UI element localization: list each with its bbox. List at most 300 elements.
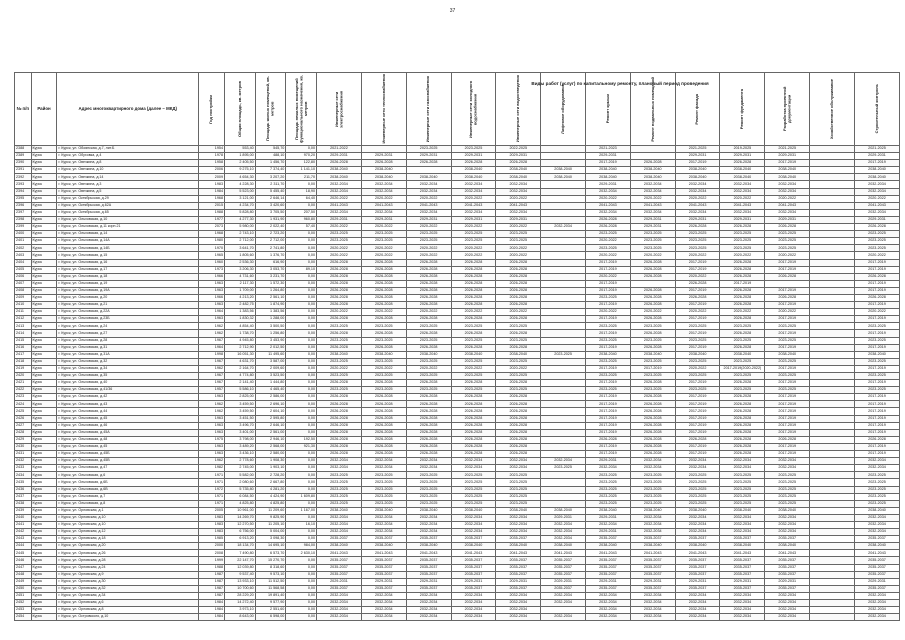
- table-cell: 2017-2019: [854, 401, 899, 408]
- table-cell: 2035-2037: [765, 571, 810, 578]
- table-cell: 2032-2034: [675, 521, 720, 528]
- table-cell: 2038-2040: [586, 543, 631, 550]
- table-cell: 2020-2022: [720, 252, 765, 259]
- table-cell: 2032-2034: [765, 465, 810, 472]
- table-caption: Виды работ (услуг) по капитальному ремонту, плановый период проведения: [531, 81, 709, 86]
- table-cell: 2026-2028: [317, 443, 362, 450]
- table-cell: Курск: [31, 294, 57, 301]
- table-cell: Курск: [31, 245, 57, 252]
- table-cell: 2038-2040: [765, 167, 810, 174]
- table-cell: 2026-2028: [496, 160, 541, 167]
- table-cell: 3 459,50: [225, 408, 256, 415]
- table-cell: 2023-2025: [765, 486, 810, 493]
- table-cell: 2017-2019: [765, 365, 810, 372]
- table-row: [15, 351, 900, 358]
- table-row: [15, 600, 900, 607]
- table-cell: 2020-2022: [854, 252, 899, 259]
- table-cell: 2041-2043: [675, 550, 720, 557]
- table-cell: 0,00: [286, 472, 317, 479]
- table-cell: 2017-2019: [765, 408, 810, 415]
- table-cell: 2026-2028: [451, 344, 496, 351]
- table-cell: Курск: [31, 358, 57, 365]
- table-cell: 2038-2040: [854, 174, 899, 181]
- table-cell: 2026-2028: [361, 266, 406, 273]
- table-cell: Курск: [31, 451, 57, 458]
- table-cell: г. Курск, ул. Ольховская, д.8: [57, 500, 199, 507]
- table-cell: Курск: [31, 202, 57, 209]
- table-cell: 0,00: [286, 309, 317, 316]
- table-cell: 0,00: [286, 146, 317, 153]
- table-cell: 984,00: [286, 543, 317, 550]
- table-cell: 2035-2037: [451, 557, 496, 564]
- table-cell: 2397: [15, 209, 32, 216]
- table-cell: 2029-2031: [854, 216, 899, 223]
- table-cell: 2026-2028: [451, 302, 496, 309]
- table-cell: 2020-2022: [496, 195, 541, 202]
- table-cell: 2032-2034: [630, 514, 675, 521]
- table-cell: 2 646,10: [255, 422, 286, 429]
- table-cell: 2017-2019: [854, 365, 899, 372]
- table-cell: 5 828,80: [225, 209, 256, 216]
- table-cell: 2413: [15, 323, 32, 330]
- table-cell: 18,90: [286, 188, 317, 195]
- table-cell: 2035-2037: [496, 536, 541, 543]
- table-cell: 2032-2034: [765, 514, 810, 521]
- table-cell: 2023-2025: [317, 337, 362, 344]
- table-cell: 2041-2043: [317, 202, 362, 209]
- table-cell: 9 573,10: [255, 571, 286, 578]
- table-cell: 2020-2022: [451, 195, 496, 202]
- table-cell: 2035-2037: [720, 564, 765, 571]
- table-cell: 1 903,10: [255, 465, 286, 472]
- table-row: [15, 188, 900, 195]
- table-cell: 0,00: [286, 451, 317, 458]
- table-row: [15, 146, 900, 153]
- table-cell: 89,10: [286, 266, 317, 273]
- table-cell: 2026-2028: [765, 294, 810, 301]
- table-cell: г. Курск, ул. Ольховская, д.11 корп.21: [57, 224, 199, 231]
- table-row: [15, 465, 900, 472]
- table-cell: 2026-2028: [720, 273, 765, 280]
- table-cell: 4 825,80: [255, 500, 286, 507]
- table-cell: 2035-2037: [406, 557, 451, 564]
- table-cell: 1985: [199, 536, 225, 543]
- table-cell: 2020-2022: [317, 224, 362, 231]
- table-cell: 1998: [199, 351, 225, 358]
- table-cell: 2017-2019: [765, 394, 810, 401]
- table-cell: 2444: [15, 543, 32, 550]
- table-cell: [810, 443, 855, 450]
- table-cell: 1957: [199, 387, 225, 394]
- table-cell: 2032-2034: [451, 465, 496, 472]
- column-header-label: Инженерные сети холодного водоснабжения: [468, 80, 478, 138]
- table-cell: г. Курск, ул. Орловская, д.34: [57, 592, 199, 599]
- table-cell: 2032-2034: [630, 607, 675, 614]
- table-cell: 2433: [15, 465, 32, 472]
- table-cell: 2 009,60: [255, 365, 286, 372]
- table-cell: [810, 238, 855, 245]
- table-cell: 2403: [15, 252, 32, 259]
- table-row: [15, 521, 900, 528]
- table-cell: 2035-2037: [317, 585, 362, 592]
- table-cell: 2020-2022: [675, 195, 720, 202]
- table-cell: 2032-2034: [630, 614, 675, 621]
- table-cell: 2023-2025: [586, 500, 631, 507]
- table-cell: 2020-2022: [451, 245, 496, 252]
- table-cell: 2 728,20: [255, 472, 286, 479]
- table-cell: 2038-2040: [630, 167, 675, 174]
- table-cell: 15 270,70: [255, 557, 286, 564]
- table-cell: 2 117,30: [225, 280, 256, 287]
- table-cell: Курск: [31, 436, 57, 443]
- table-cell: 1984: [199, 600, 225, 607]
- table-cell: 2032-2034: [496, 514, 541, 521]
- table-cell: [541, 294, 586, 301]
- table-cell: Курск: [31, 209, 57, 216]
- table-cell: 2038-2040: [317, 174, 362, 181]
- table-cell: [541, 316, 586, 323]
- table-cell: 2032-2034: [406, 514, 451, 521]
- table-cell: [765, 280, 810, 287]
- table-cell: 2026-2028: [586, 436, 631, 443]
- table-cell: 2038-2040: [720, 507, 765, 514]
- column-header: [31, 73, 57, 146]
- table-cell: 3 705,50: [255, 209, 286, 216]
- table-cell: 2032-2034: [586, 465, 631, 472]
- table-cell: 2032-2034: [451, 600, 496, 607]
- table-cell: 2032-2034: [541, 600, 586, 607]
- table-cell: 2017-2019: [586, 415, 631, 422]
- table-cell: 6 573,70: [255, 550, 286, 557]
- table-cell: 2020-2022: [361, 252, 406, 259]
- table-cell: 2402: [15, 245, 32, 252]
- table-cell: [810, 514, 855, 521]
- table-cell: 0,00: [286, 245, 317, 252]
- table-cell: 2023-2025: [361, 337, 406, 344]
- table-cell: [541, 394, 586, 401]
- table-cell: 2006: [199, 167, 225, 174]
- table-cell: г. Курск, ул. Ольховская, д.45Б: [57, 451, 199, 458]
- table-cell: 2026-2028: [406, 443, 451, 450]
- table-cell: г. Курск, ул. Ольховская, д.31А: [57, 351, 199, 358]
- table-cell: Курск: [31, 557, 57, 564]
- table-cell: [541, 479, 586, 486]
- column-header-label: Инженерные сети водоотведения: [515, 75, 521, 143]
- table-cell: 2 723,20: [255, 231, 286, 238]
- table-cell: 2020-2022: [406, 224, 451, 231]
- table-cell: 1 444,80: [255, 380, 286, 387]
- table-cell: 2020-2022: [496, 365, 541, 372]
- table-cell: 2029-2031: [406, 153, 451, 160]
- table-cell: 2409: [15, 294, 32, 301]
- table-cell: 2451: [15, 592, 32, 599]
- table-cell: 2032-2034: [361, 514, 406, 521]
- table-cell: 2032-2034: [496, 529, 541, 536]
- table-cell: 2038-2040: [854, 507, 899, 514]
- table-row: [15, 280, 900, 287]
- table-cell: 207,50: [286, 209, 317, 216]
- table-cell: Курск: [31, 443, 57, 450]
- table-cell: 0,00: [286, 316, 317, 323]
- table-cell: [810, 351, 855, 358]
- table-cell: [810, 330, 855, 337]
- table-row: [15, 443, 900, 450]
- table-cell: г. Курск, ул. Ольховская, д.7: [57, 493, 199, 500]
- table-row: [15, 216, 900, 223]
- table-cell: 2023-2025: [854, 373, 899, 380]
- table-cell: 211,70: [286, 174, 317, 181]
- table-cell: 1 738,70: [225, 330, 256, 337]
- table-cell: 2017-2019: [854, 408, 899, 415]
- table-cell: 0,00: [286, 394, 317, 401]
- table-cell: Курск: [31, 493, 57, 500]
- table-cell: 2026-2028: [406, 160, 451, 167]
- table-cell: 2035-2037: [361, 557, 406, 564]
- table-cell: г. Курск, ул. Ольховская, д.15: [57, 252, 199, 259]
- table-cell: г. Курск, ул. Ольховская, д.31: [57, 344, 199, 351]
- table-cell: 2017-2019: [586, 160, 631, 167]
- table-cell: 1954: [199, 146, 225, 153]
- table-cell: 2041-2043: [586, 550, 631, 557]
- table-row: [15, 472, 900, 479]
- table-cell: 2026-2028: [720, 294, 765, 301]
- table-cell: 2405: [15, 266, 32, 273]
- table-cell: 1 167,00: [286, 507, 317, 514]
- table-cell: 2035-2037: [541, 585, 586, 592]
- table-cell: 2017-2019: [586, 429, 631, 436]
- table-cell: 2017-2019: [854, 316, 899, 323]
- table-cell: 1963: [199, 415, 225, 422]
- table-cell: 3 206,30: [225, 266, 256, 273]
- table-cell: 2017-2019: [854, 422, 899, 429]
- table-cell: 2038-2040: [586, 507, 631, 514]
- table-cell: Курск: [31, 373, 57, 380]
- table-cell: 2026-2028: [317, 294, 362, 301]
- table-cell: 2029-2031: [854, 578, 899, 585]
- table-row: [15, 287, 900, 294]
- table-cell: 2038-2040: [361, 167, 406, 174]
- table-cell: 2017-2019: [675, 429, 720, 436]
- table-cell: 2 311,70: [255, 181, 286, 188]
- table-cell: 4 213,20: [225, 294, 256, 301]
- table-cell: 2038-2040: [541, 507, 586, 514]
- table-row: [15, 181, 900, 188]
- table-cell: 2029-2031: [586, 578, 631, 585]
- table-cell: 2430: [15, 443, 32, 450]
- table-cell: 2026-2028: [406, 266, 451, 273]
- table-cell: 2032-2034: [406, 209, 451, 216]
- table-cell: 2022-2025: [496, 146, 541, 153]
- table-cell: 2021-2025: [675, 146, 720, 153]
- table-cell: 2023-2025: [406, 146, 451, 153]
- table-cell: 2029-2031: [630, 216, 675, 223]
- table-cell: 2023-2025: [496, 373, 541, 380]
- table-cell: 2038-2040: [496, 507, 541, 514]
- column-header: [361, 73, 406, 146]
- table-cell: 2026-2028: [317, 330, 362, 337]
- table-cell: [810, 202, 855, 209]
- table-cell: [541, 337, 586, 344]
- table-row: [15, 344, 900, 351]
- table-cell: 2023-2025: [854, 472, 899, 479]
- table-cell: 2026-2028: [720, 443, 765, 450]
- table-cell: 2026-2028: [361, 429, 406, 436]
- table-cell: 2026-2028: [361, 273, 406, 280]
- table-cell: 2032-2034: [675, 529, 720, 536]
- table-cell: 2026-2028: [361, 401, 406, 408]
- table-cell: 2020-2022: [586, 309, 631, 316]
- table-cell: 2029-2031: [675, 216, 720, 223]
- table-cell: 2023-2025: [406, 387, 451, 394]
- table-cell: 2035-2037: [496, 557, 541, 564]
- table-cell: Курск: [31, 224, 57, 231]
- table-cell: 2398: [15, 216, 32, 223]
- table-cell: 2032-2034: [317, 614, 362, 621]
- table-cell: 2017-2019(2020-2022): [720, 365, 765, 372]
- table-cell: 2396: [15, 202, 32, 209]
- table-cell: 2026-2028: [406, 344, 451, 351]
- table-cell: 2032-2034: [720, 465, 765, 472]
- table-cell: 2408: [15, 287, 32, 294]
- table-cell: 1963: [199, 394, 225, 401]
- table-cell: Курск: [31, 252, 57, 259]
- table-cell: 2038-2040: [317, 351, 362, 358]
- table-cell: 1 805,60: [225, 252, 256, 259]
- table-cell: 2032-2034: [361, 465, 406, 472]
- table-cell: 2041-2043: [451, 550, 496, 557]
- table-cell: 2032-2034: [361, 592, 406, 599]
- table-cell: 2032-2034: [854, 529, 899, 536]
- table-cell: 2038-2040: [451, 167, 496, 174]
- table-cell: 2017-2019: [854, 259, 899, 266]
- table-cell: 2017-2019: [675, 380, 720, 387]
- table-cell: Курск: [31, 153, 57, 160]
- table-cell: 2032-2034: [720, 592, 765, 599]
- table-cell: 2020-2022: [630, 309, 675, 316]
- table-cell: 2035-2037: [675, 536, 720, 543]
- table-cell: 2020-2022: [406, 309, 451, 316]
- table-cell: 2023-2025: [317, 373, 362, 380]
- table-cell: [810, 394, 855, 401]
- table-cell: [541, 472, 586, 479]
- table-cell: 0,00: [286, 323, 317, 330]
- table-cell: [541, 309, 586, 316]
- table-cell: 2023-2025: [406, 231, 451, 238]
- table-cell: 2029-2031: [765, 578, 810, 585]
- table-row: [15, 415, 900, 422]
- table-cell: 2038-2040: [720, 543, 765, 550]
- table-cell: г. Курск, ул. Орловская, д.18: [57, 536, 199, 543]
- table-cell: 2026-2028: [361, 302, 406, 309]
- table-cell: 2026-2028: [451, 422, 496, 429]
- table-cell: Курск: [31, 238, 57, 245]
- table-cell: г. Курск, ул. Ольховская, д.43: [57, 401, 199, 408]
- table-cell: 1 288,00: [255, 316, 286, 323]
- table-cell: 2032-2034: [496, 607, 541, 614]
- table-cell: 2439: [15, 507, 32, 514]
- table-cell: 1983: [199, 521, 225, 528]
- table-cell: 2023-2025: [630, 238, 675, 245]
- table-cell: 2020-2022: [586, 273, 631, 280]
- table-row: [15, 550, 900, 557]
- table-cell: 2023-2025: [361, 472, 406, 479]
- table-cell: Курск: [31, 188, 57, 195]
- table-cell: 2023-2025: [451, 500, 496, 507]
- table-cell: [630, 153, 675, 160]
- table-cell: 2035-2037: [317, 557, 362, 564]
- table-cell: 2026-2028: [451, 287, 496, 294]
- table-cell: [541, 436, 586, 443]
- table-cell: 2035-2037: [586, 564, 631, 571]
- table-cell: 2026-2028: [630, 436, 675, 443]
- table-cell: 1 572,30: [255, 280, 286, 287]
- table-row: [15, 365, 900, 372]
- table-cell: Курск: [31, 330, 57, 337]
- table-cell: 2026-2028: [630, 294, 675, 301]
- table-cell: 2032-2034: [854, 607, 899, 614]
- table-cell: 4 631,70: [225, 358, 256, 365]
- table-cell: 2029-2031: [586, 529, 631, 536]
- table-cell: 1984: [199, 614, 225, 621]
- table-cell: 12 039,80: [225, 564, 256, 571]
- table-row: [15, 273, 900, 280]
- table-cell: 2026-2028: [496, 443, 541, 450]
- table-cell: 2035-2037: [451, 585, 496, 592]
- table-cell: 3 459,50: [225, 401, 256, 408]
- table-cell: 2 561,10: [255, 294, 286, 301]
- table-cell: 2038-2040: [630, 507, 675, 514]
- table-cell: 2038-2040: [406, 507, 451, 514]
- table-cell: г. Курск, ул. Ольховская, д.28: [57, 337, 199, 344]
- table-cell: 2032-2034: [586, 592, 631, 599]
- table-cell: 2041-2043: [541, 550, 586, 557]
- table-cell: [810, 231, 855, 238]
- table-cell: 2026-2028: [630, 443, 675, 450]
- table-cell: г. Курск, ул. Ольховская, д.32: [57, 358, 199, 365]
- table-cell: г. Курск, ул. Ольховская, д.41/36: [57, 387, 199, 394]
- table-cell: г. Курск, ул. Октябрьская, д.29: [57, 195, 199, 202]
- table-cell: 2038-2040: [361, 543, 406, 550]
- table-cell: 2415: [15, 337, 32, 344]
- table-cell: 4 424,90: [255, 493, 286, 500]
- table-cell: 616,90: [255, 259, 286, 266]
- table-cell: 2021-2025: [854, 146, 899, 153]
- table-cell: 2023-2025: [317, 486, 362, 493]
- table-cell: 2023-2025: [854, 323, 899, 330]
- table-cell: [541, 429, 586, 436]
- table-cell: [810, 323, 855, 330]
- table-cell: 2023-2025: [630, 486, 675, 493]
- table-cell: 2020-2022: [317, 252, 362, 259]
- table-cell: [541, 209, 586, 216]
- table-cell: [810, 316, 855, 323]
- table-cell: 0,00: [286, 380, 317, 387]
- table-cell: 2026-2028: [361, 287, 406, 294]
- table-cell: 1984: [199, 188, 225, 195]
- table-cell: г. Курск, ул. Овечкина, д.10: [57, 167, 199, 174]
- table-cell: Курск: [31, 394, 57, 401]
- table-cell: 2026-2028: [854, 273, 899, 280]
- table-cell: 2023-2025: [765, 373, 810, 380]
- table-cell: 0,00: [286, 536, 317, 543]
- table-cell: 2 667,80: [255, 479, 286, 486]
- table-cell: 9 537,40: [225, 571, 256, 578]
- table-cell: 2023-2025: [765, 479, 810, 486]
- table-cell: 0,00: [286, 387, 317, 394]
- table-cell: 2023-2025: [451, 486, 496, 493]
- table-cell: 2032-2034: [317, 607, 362, 614]
- table-cell: 6 084,50: [225, 493, 256, 500]
